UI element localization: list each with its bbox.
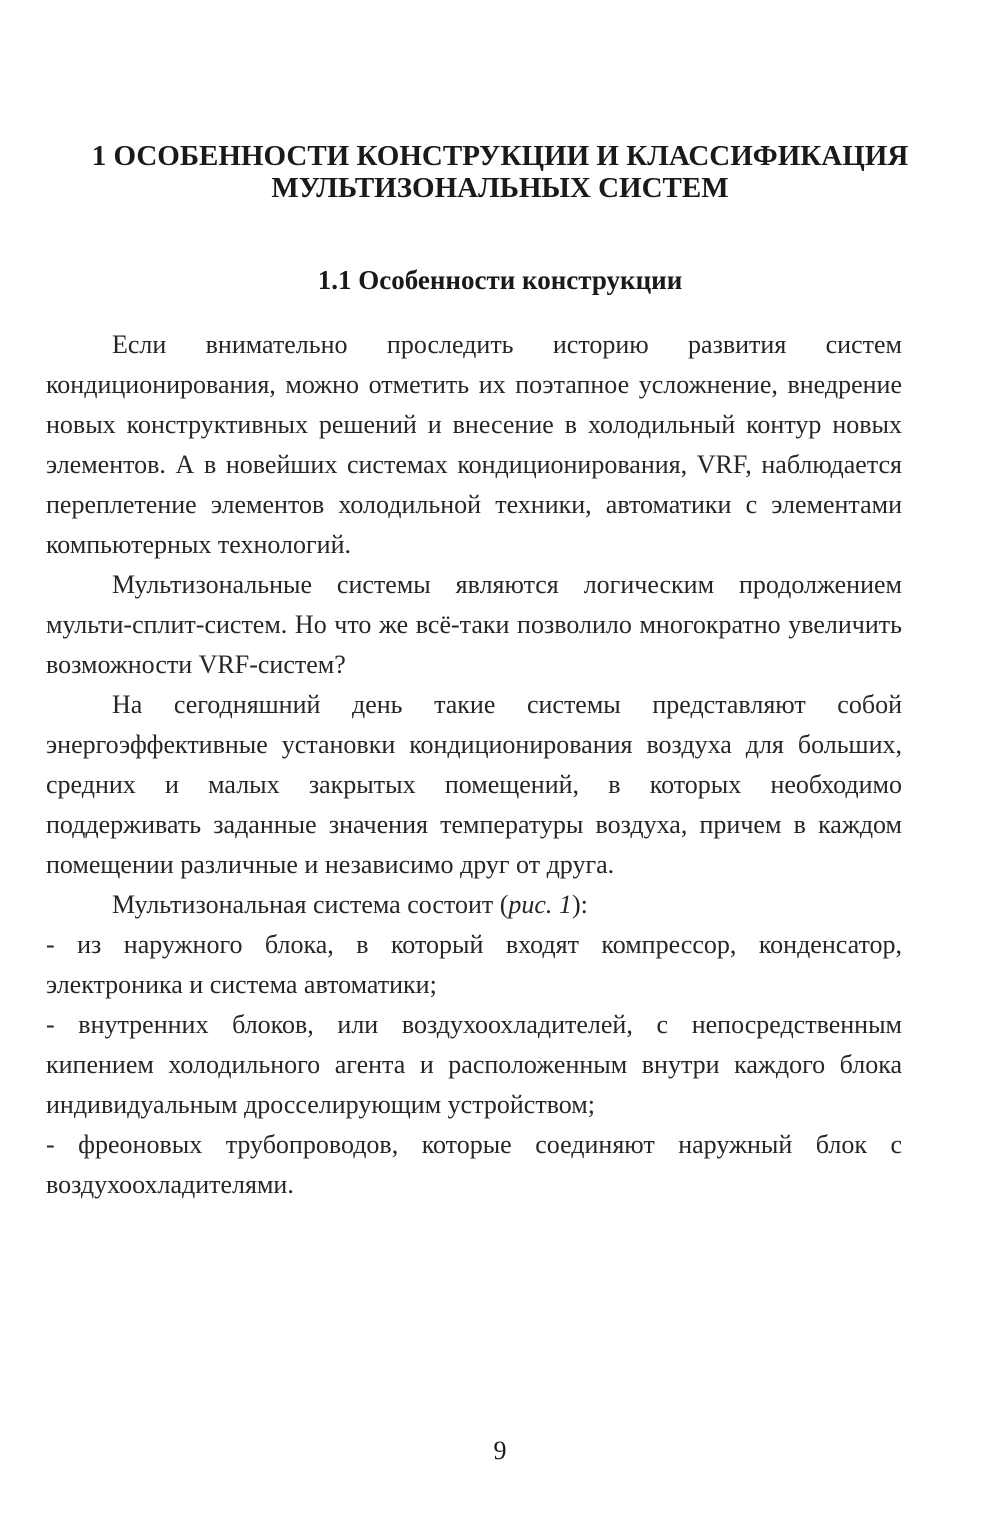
chapter-title-line-2: МУЛЬТИЗОНАЛЬНЫХ СИСТЕМ bbox=[271, 172, 729, 204]
list-item: - внутренних блоков, или воздухоохладителей, с непосредственным кипением холодильного агента и расположенным внутри каждого блока индивидуальным дросселирующим устройством; bbox=[46, 1010, 902, 1119]
paragraph: На сегодняшний день такие системы представляют собой энергоэффективные установки кондиционирования воздуха для больших, средних и малых закрытых помещений, в которых необходимо поддерживать заданные значения температуры воздуха, причем в каждом помещении различные и независимо друг от друга. bbox=[46, 690, 902, 879]
paragraph: Если внимательно проследить историю развития систем кондиционирования, можно отметить их поэтапное усложнение, внедрение новых конструктивных решений и внесение в холодильный контур новых элементов. А в новейших системах кондиционирования, VRF, наблюдается переплетение элементов холодильной техники, автоматики с элементами компьютерных технологий. bbox=[46, 330, 902, 559]
figure-reference: рис. 1 bbox=[508, 890, 572, 919]
page-number: 9 bbox=[493, 1436, 507, 1465]
section-title: 1.1 Особенности конструкции bbox=[317, 265, 683, 295]
chapter-title-line-1: 1 ОСОБЕННОСТИ КОНСТРУКЦИИ И КЛАССИФИКАЦИЯ bbox=[91, 140, 909, 172]
list-intro-end: ): bbox=[571, 890, 588, 919]
list-intro-text: Мультизональная система состоит ( bbox=[112, 890, 509, 919]
list-item: - фреоновых трубопроводов, которые соединяют наружный блок с воздухоохладителями. bbox=[46, 1130, 902, 1199]
list-intro bbox=[46, 885, 902, 925]
chapter-title bbox=[40, 140, 960, 204]
list-item: - из наружного блока, в который входят компрессор, конденсатор, электроника и система автоматики; bbox=[46, 930, 902, 999]
paragraph: Мультизональные системы являются логическим продолжением мульти-сплит-систем. Но что же всё-таки позволило многократно увеличить возможности VRF-систем? bbox=[46, 570, 902, 679]
body-text bbox=[46, 325, 902, 1205]
